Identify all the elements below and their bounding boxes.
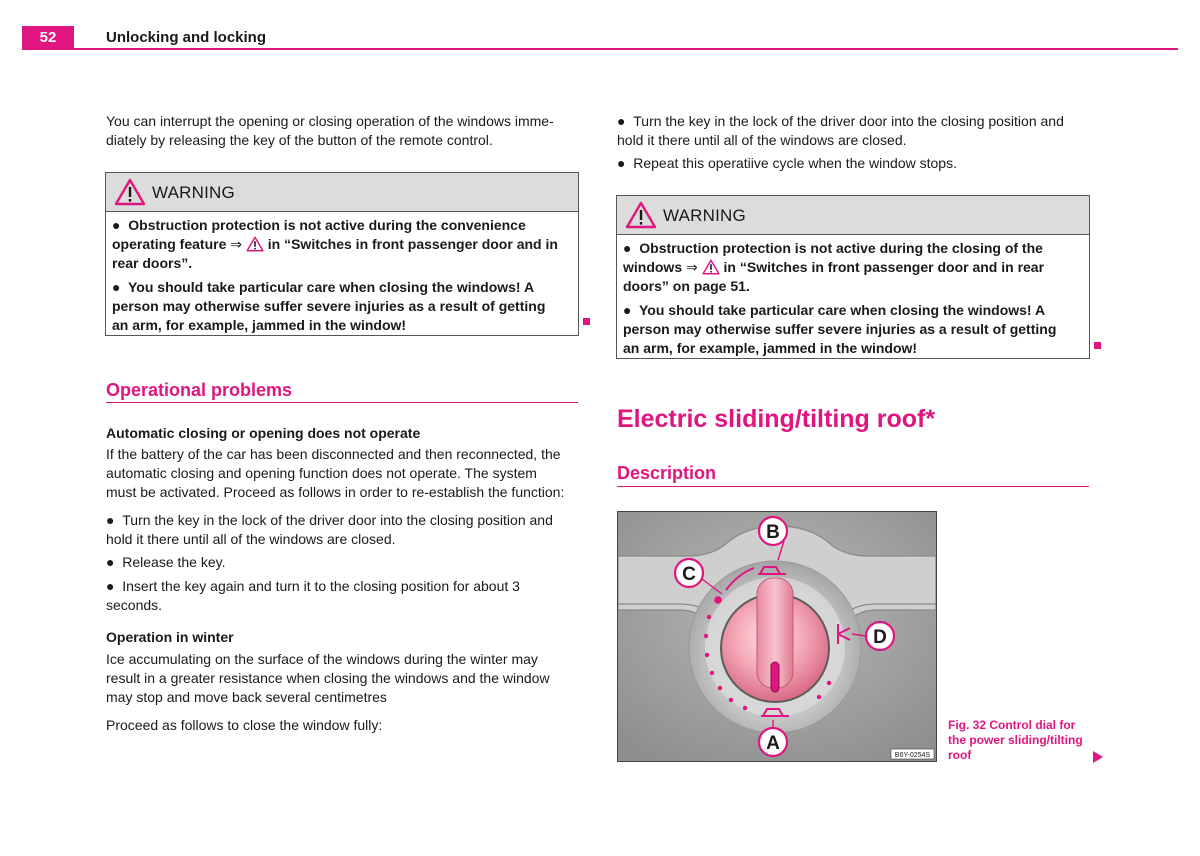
warning-text: in “Switches in front passenger door and in rear: [723, 259, 1045, 275]
text-line: Turn the key in the lock of the driver door into the closing position and: [633, 113, 1064, 129]
warning-text: You should take particular care when closing the windows! A: [128, 279, 535, 295]
warning-item-1: [112, 216, 572, 273]
paragraph-winter: [106, 650, 586, 707]
warning-box-right: [616, 195, 1090, 359]
label-b: B: [766, 522, 780, 543]
warning-title: WARNING: [663, 206, 746, 225]
paragraph-battery: [106, 445, 586, 502]
caption-line: roof: [948, 748, 972, 762]
bullet-dot: ●: [106, 578, 115, 594]
section-rule: [106, 402, 578, 403]
warning-text: operating feature: [112, 236, 227, 252]
bullet-dot: ●: [617, 155, 626, 171]
text-line: Turn the key in the lock of the driver door into the closing position and: [122, 512, 553, 528]
warning-triangle-icon: [246, 236, 264, 252]
bullet-dot: ●: [623, 240, 632, 256]
arrow-icon: ⇒: [230, 236, 242, 252]
arrow-icon: ⇒: [686, 259, 698, 275]
warning-text: You should take particular care when closing the windows! A: [639, 302, 1046, 318]
warning-text: Obstruction protection is not active during the convenience: [128, 217, 526, 233]
warning-box-left: [105, 172, 579, 336]
bullet-dot: ●: [617, 113, 626, 129]
bullet-item: [617, 112, 1097, 150]
warning-text: Obstruction protection is not active during the closing of the: [639, 240, 1043, 256]
warning-body: [617, 235, 1089, 362]
header-rule: [22, 48, 1178, 50]
warning-item-2: [112, 278, 572, 335]
bullet-dot: ●: [106, 512, 115, 528]
text-line: Repeat this operatiive cycle when the window stops.: [633, 155, 957, 171]
warning-title: WARNING: [152, 183, 235, 202]
end-marker: [1094, 342, 1101, 349]
chapter-title: Electric sliding/tilting roof*: [617, 405, 936, 433]
page-number: 52: [22, 26, 74, 50]
warning-text: in “Switches in front passenger door and in: [267, 236, 558, 252]
warning-item-1: [623, 239, 1083, 296]
bullet-dot: ●: [112, 279, 121, 295]
text-line: hold it there until all of the windows are closed.: [617, 132, 907, 148]
figure-control-dial: [617, 511, 937, 762]
warning-item-2: [623, 301, 1083, 358]
section-title-description: Description: [617, 463, 717, 483]
text-line: may stop and move back several centimetres: [106, 689, 387, 705]
bullet-item: [617, 154, 1097, 173]
warning-triangle-icon: [114, 178, 146, 206]
warning-header: [617, 196, 1089, 235]
label-d: D: [873, 627, 887, 648]
bullet-item: [106, 511, 586, 549]
text-line: Ice accumulating on the surface of the windows during the winter may: [106, 651, 538, 667]
warning-text: an arm, for example, jammed in the window!: [623, 340, 918, 356]
text-line: Insert the key again and turn it to the closing position for about 3: [122, 578, 520, 594]
subheading-winter: Operation in winter: [106, 629, 234, 645]
intro-line-2: diately by releasing the key of the button of the remote control.: [106, 132, 493, 148]
text-line: automatic closing and opening function does not operate. The system: [106, 465, 537, 481]
section-rule: [617, 486, 1089, 487]
continue-arrow-icon: [1092, 750, 1104, 764]
bullet-dot: ●: [623, 302, 632, 318]
warning-body: [106, 212, 578, 339]
warning-header: [106, 173, 578, 212]
paragraph-proceed: Proceed as follows to close the window fully:: [106, 717, 383, 733]
header-title: Unlocking and locking: [106, 29, 267, 46]
warning-triangle-icon: [625, 201, 657, 229]
warning-text: windows: [623, 259, 683, 275]
warning-text: person may otherwise suffer severe injuries as a result of getting: [112, 298, 546, 314]
warning-text: rear doors”.: [112, 255, 193, 271]
text-line: hold it there until all of the windows are closed.: [106, 531, 396, 547]
warning-triangle-icon: [702, 259, 720, 275]
bullet-item: [106, 553, 586, 572]
end-marker: [583, 318, 590, 325]
intro-paragraph: [106, 112, 586, 150]
subheading-automatic: Automatic closing or opening does not operate: [106, 425, 421, 441]
text-line: must be activated. Proceed as follows in order to re-establish the function:: [106, 484, 565, 500]
control-dial-illustration: [618, 512, 936, 761]
warning-text: an arm, for example, jammed in the window!: [112, 317, 407, 333]
text-line: result in a greater resistance when closing the windows and the window: [106, 670, 550, 686]
figure-caption: [948, 718, 1098, 763]
text-line: seconds.: [106, 597, 163, 613]
caption-line: the power sliding/tilting: [948, 733, 1083, 747]
figure-code: B6Y-0254S: [894, 752, 931, 759]
bullet-dot: ●: [112, 217, 121, 233]
text-line: If the battery of the car has been disconnected and then reconnected, the: [106, 446, 561, 462]
bullet-item: [106, 577, 586, 615]
section-title-operational-problems: Operational problems: [106, 380, 293, 400]
warning-text: person may otherwise suffer severe injuries as a result of getting: [623, 321, 1057, 337]
intro-line-1: You can interrupt the opening or closing operation of the windows imme-: [106, 113, 554, 129]
warning-text: doors” on page 51.: [623, 278, 750, 294]
label-c: C: [682, 564, 696, 585]
text-line: Release the key.: [122, 554, 226, 570]
label-a: A: [766, 733, 780, 754]
bullet-dot: ●: [106, 554, 115, 570]
caption-line: Fig. 32 Control dial for: [948, 718, 1076, 732]
